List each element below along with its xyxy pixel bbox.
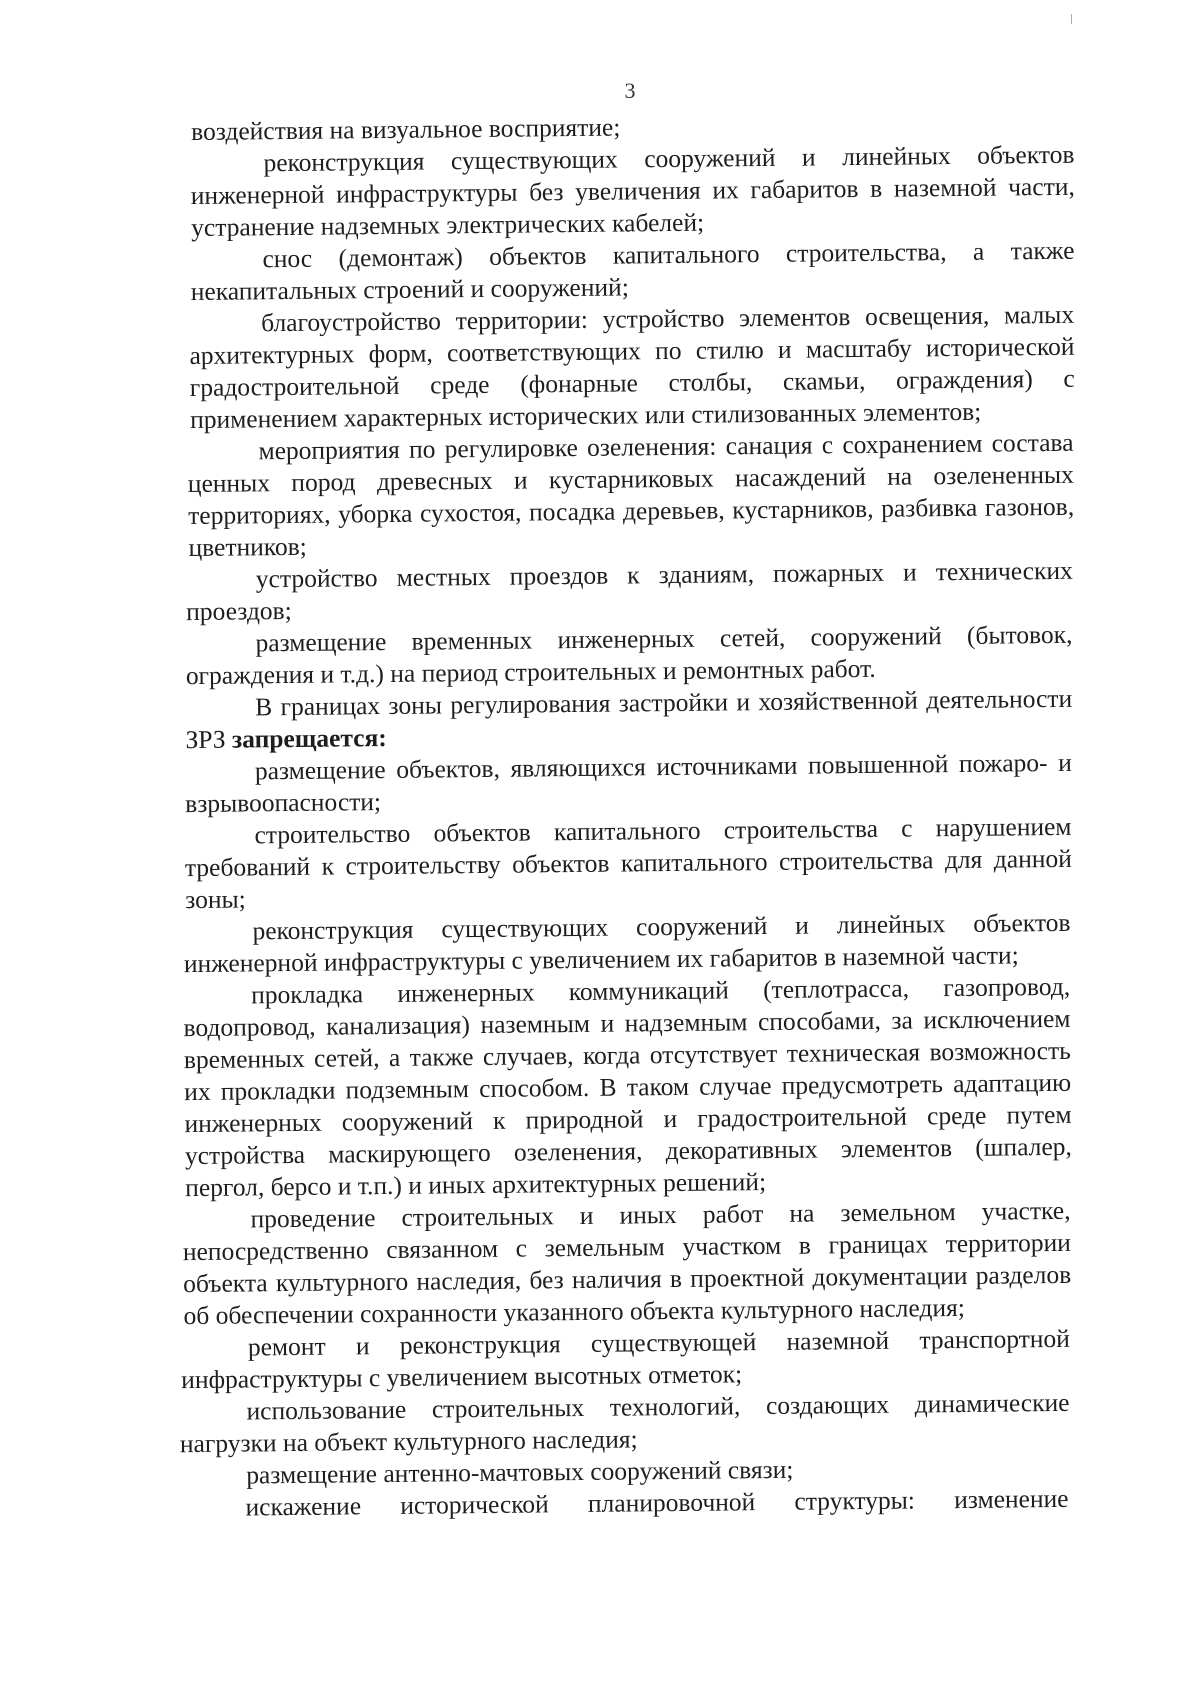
paragraph: воздействия на визуальное восприятие; (191, 112, 621, 146)
paragraph: реконструкция существующих сооружений и линейных объектов инженерной инфраструктуры без увеличения их габаритов в наземной части, устранение надземных электрических кабелей; (190, 139, 1075, 243)
prohibited-item: строительство объектов капитального строительства с нарушением требований к строительству объектов капитального строительства для данной зоны; (184, 811, 1072, 915)
paragraph: мероприятия по регулировке озеленения: санация с сохранением состава ценных пород древесных и кустарниковых насаждений на озелененных территориях, уборка сухостоя, посадка деревьев, кустарников, разбивка газонов, цветников; (187, 427, 1075, 563)
prohibited-item: размещение объектов, являющихся источниками повышенной пожаро- и взрывоопасности; (185, 747, 1072, 819)
zone-name: ЗРЗ (185, 724, 226, 755)
prohibited-item: искажение исторической планировочной структуры: изменение (245, 1483, 1069, 1522)
document-body (0, 105, 1200, 1525)
prohibited-item: ремонт и реконструкция существующей наземной транспортной инфраструктуры с увеличением высотных отметок; (181, 1323, 1070, 1395)
prohibited-item: использование строительных технологий, создающих динамические нагрузки на объект культурного наследия; (179, 1387, 1070, 1459)
prohibited-item: реконструкция существующих сооружений и линейных объектов инженерной инфраструктуры с увеличением их габаритов в наземной части; (183, 907, 1071, 979)
zone-intro: В границах зоны регулирования застройки и хозяйственной деятельности (255, 683, 1073, 722)
paragraph: снос (демонтаж) объектов капитального строительства, а также некапитальных строений и сооружений; (190, 235, 1075, 307)
prohibited-item: проведение строительных и иных работ на земельном участке, непосредственно связанном с земельным участком в границах территории объекта культурного наследия, без наличия в проектной документации разделов об обеспечении сохранности указанного объекта культурного наследия; (182, 1195, 1072, 1331)
page-number: 3 (624, 78, 636, 103)
paragraph: размещение временных инженерных сетей, сооружений (бытовок, ограждения и т.д.) на период строительных и ремонтных работ. (185, 619, 1073, 691)
prohibited-item: размещение антенно-мачтовых сооружений связи; (246, 1454, 794, 1490)
prohibited-item: прокладка инженерных коммуникаций (теплотрасса, газопровод, водопровод, канализация) наземным и надземным способами, за исключением временных сетей, а также случаев, когда отсутствует техническая возможность их прокладки подземным способом. В таком случае предусмотреть адаптацию инженерных сооружений к природной и градостроительной среде путем устройства маскирующего озеленения, декоративных элементов (шпалер, пергол, берсо и т.п.) и иных архитектурных решений; (183, 971, 1072, 1203)
scan-edge-mark (1071, 14, 1072, 24)
paragraph: устройство местных проездов к зданиям, пожарных и технических проездов; (186, 555, 1073, 627)
paragraph: благоустройство территории: устройство элементов освещения, малых архитектурных форм, соответствующих по стилю и масштабу исторической градостроительной среде (фонарные столбы, скамьи, ограждения) с применением характерных исторических или стилизованных элементов; (189, 299, 1075, 435)
zone-prohibited-label: запрещается: (231, 722, 387, 754)
zone-heading (185, 683, 1073, 756)
